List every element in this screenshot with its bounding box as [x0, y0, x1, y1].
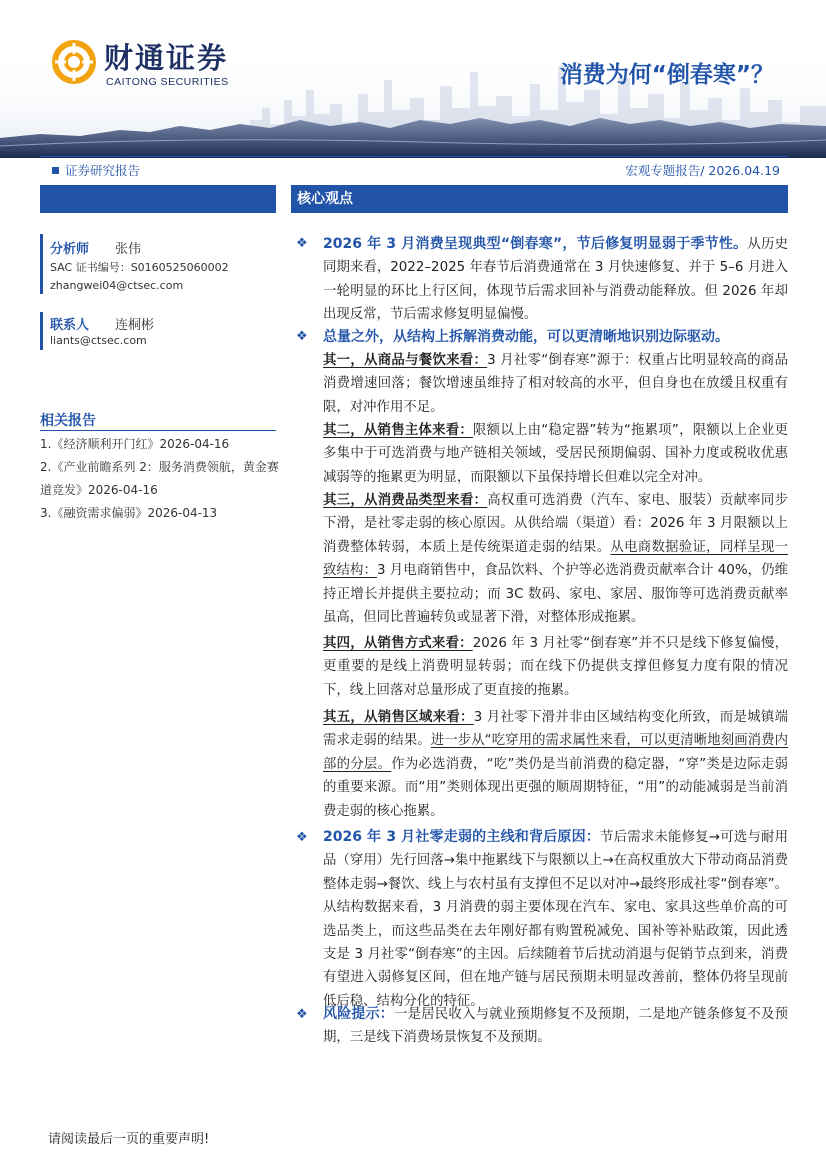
sub-point-5-body: 3 月社零下滑并非由区域结构变化所致，而是城镇端需求走弱的结果。 [323, 710, 789, 749]
logo-chinese: 财通证券 [104, 41, 229, 75]
sub-point-5-body-2: 作为必选消费，“吃”类仍是当前消费的稳定器，“穿”类是边际走弱的重要来源。而“用”类则体现出更强的顺周期特征，“用”的动能减弱是当前消费走弱的核心拖累。 [323, 756, 788, 819]
related-report-item[interactable]: 1.《经济顺利开门红》2026-04-16 [40, 437, 230, 451]
analyst-title: 分析师 [50, 242, 90, 257]
sub-point-2 [323, 419, 788, 489]
core-view-header [291, 185, 788, 213]
contact-name: 连桐彬 [115, 318, 155, 333]
sub-point-3-body: 高权重可选消费（汽车、家电、服装）贡献率同步下滑，是社零走弱的核心原因。从供给端（渠道）看：2026 年 3 月限额以上消费整体转弱，本质上是传统渠道走弱的结果。 [323, 493, 789, 555]
report-type-label: 证券研究报告 [65, 163, 141, 178]
sub-point-3-body-2: 3 月电商销售中，食品饮料、个护等必选消费贡献率合计 40%，仍维持正增长并提供主要拉动；而 3C 数码、家电、家居、服饰等可选消费贡献率虽高，但同比普遍转负或显著下滑，对整体形成拖累。 [323, 563, 788, 626]
diamond-bullet-icon: ❖ [296, 329, 308, 344]
sub-point-4 [323, 632, 788, 702]
sub-point-1-body: 3 月社零“倒春寒”源于：权重占比明显较高的商品消费增速回落；餐饮增速虽维持了相对较高的水平，但自身也在放缓且权重有限，对冲作用不足。 [323, 353, 789, 415]
point-1-body: 从历史同期来看，2022–2025 年春节后消费通常在 3 月快速修复、并于 5–6 月进入一轮明显的环比上行区间，体现节后需求回补与消费动能释放。但 2026 年却出现反常，节后需求修复明显偏慢。 [323, 237, 789, 323]
sub-point-3 [323, 489, 788, 629]
sub-point-5-underlined: 进一步从“吃穿用的需求属性来看，可以更清晰地刻画消费内部的分层。 [323, 733, 788, 772]
report-type [52, 161, 140, 179]
point-2-head: 总量之外，从结构上拆解消费动能，可以更清晰地识别边际驱动。 [323, 329, 729, 345]
risk-warning-head: 风险提示： [323, 1006, 395, 1022]
analyst-email: zhangwei04@ctsec.com [50, 279, 184, 292]
sub-point-5-head: 其五，从销售区域来看： [323, 710, 474, 725]
point-1-head: 2026 年 3 月消费呈现典型“倒春寒”，节后修复明显弱于季节性。 [323, 236, 748, 252]
left-column-bar [40, 185, 276, 213]
sub-point-4-body: 2026 年 3 月社零“倒春寒”并不只是线下修复偏慢，更重要的是线上消费明显转弱；而在线下仍提供支撑但修复力度有限的情况下，线上回落对总量形成了更直接的拖累。 [323, 636, 789, 698]
analyst-accent-bar [40, 234, 43, 294]
core-view-title: 核心观点 [297, 191, 353, 207]
sub-point-2-head: 其二，从销售主体来看： [323, 423, 474, 438]
contact-title: 联系人 [50, 318, 90, 333]
related-divider [40, 430, 276, 431]
analyst-name: 张伟 [115, 242, 142, 257]
sub-point-2-body: 限额以上由“稳定器”转为“拖累项”，限额以上企业更多集中于可选消费与地产链相关领域，受居民预期偏弱、国补力度或税收优惠减弱等的拖累更为明显，而限额以下虽保持增长但难以完全对冲。 [323, 423, 788, 485]
related-report-item[interactable]: 2.《产业前瞻系列 2：服务消费领航，黄金赛道竞发》2026-04-16 [40, 460, 279, 497]
sub-point-5 [323, 706, 788, 823]
footer-disclaimer: 请阅读最后一页的重要声明! [48, 1132, 210, 1147]
page-title: 消费为何“倒春寒”？ [559, 62, 774, 88]
report-date: 宏观专题报告/ 2026.04.19 [625, 163, 780, 178]
contact-accent-bar [40, 312, 43, 350]
point-3-head: 2026 年 3 月社零走弱的主线和背后原因： [323, 829, 601, 845]
sub-point-1-head: 其一，从商品与餐饮来看： [323, 353, 488, 368]
sac-number: SAC 证书编号：S0160525060002 [50, 261, 229, 274]
risk-warning [323, 1003, 788, 1050]
sub-point-4-head: 其四，从销售方式来看： [323, 636, 473, 651]
logo-english: CAITONG SECURITIES [106, 76, 229, 88]
diamond-bullet-icon: ❖ [296, 1007, 308, 1022]
sub-point-1 [323, 349, 788, 419]
contact-email: liants@ctsec.com [50, 334, 147, 347]
diamond-bullet-icon: ❖ [296, 830, 308, 845]
point-1 [323, 233, 788, 327]
square-icon [52, 167, 59, 174]
caitong-logo-icon [52, 40, 96, 84]
point-3-body: 节后需求未能修复→可选与耐用品（穿用）先行回落→集中拖累线下与限额以上→在高权重放大下带动商品消费整体走弱→餐饮、线上与农村虽有支撑但不足以对冲→最终形成社零“倒春寒”。从结构数据来看，3 月消费的弱主要体现在汽车、家电、家具这些单价高的可选品类上，而这些品类在去年刚好都有购置税减免、国补等补贴政策，因此透支是 3 月社零“倒春寒”的主因。后续随着节后扰动消退与促销节点到来，消费有望进入弱修复区间，但在地产链与居民预期未明显改善前，整体仍将呈现前低后稳、结构分化的特征。 [323, 830, 788, 1009]
related-reports-list [40, 433, 280, 525]
sub-point-3-underlined: 从电商数据验证，同样呈现一致结构： [323, 539, 789, 579]
sub-point-3-head: 其三，从消费品类型来看： [323, 493, 488, 508]
point-3 [323, 826, 788, 1013]
point-2 [323, 326, 788, 349]
header-divider [40, 156, 788, 157]
risk-warning-body: 一是居民收入与就业预期修复不及预期，二是地产链条修复不及预期，三是线下消费场景恢复不及预期。 [323, 1007, 789, 1046]
diamond-bullet-icon: ❖ [296, 236, 308, 251]
related-reports-title: 相关报告 [40, 413, 96, 429]
related-report-item[interactable]: 3.《融资需求偏弱》2026-04-13 [40, 506, 218, 520]
